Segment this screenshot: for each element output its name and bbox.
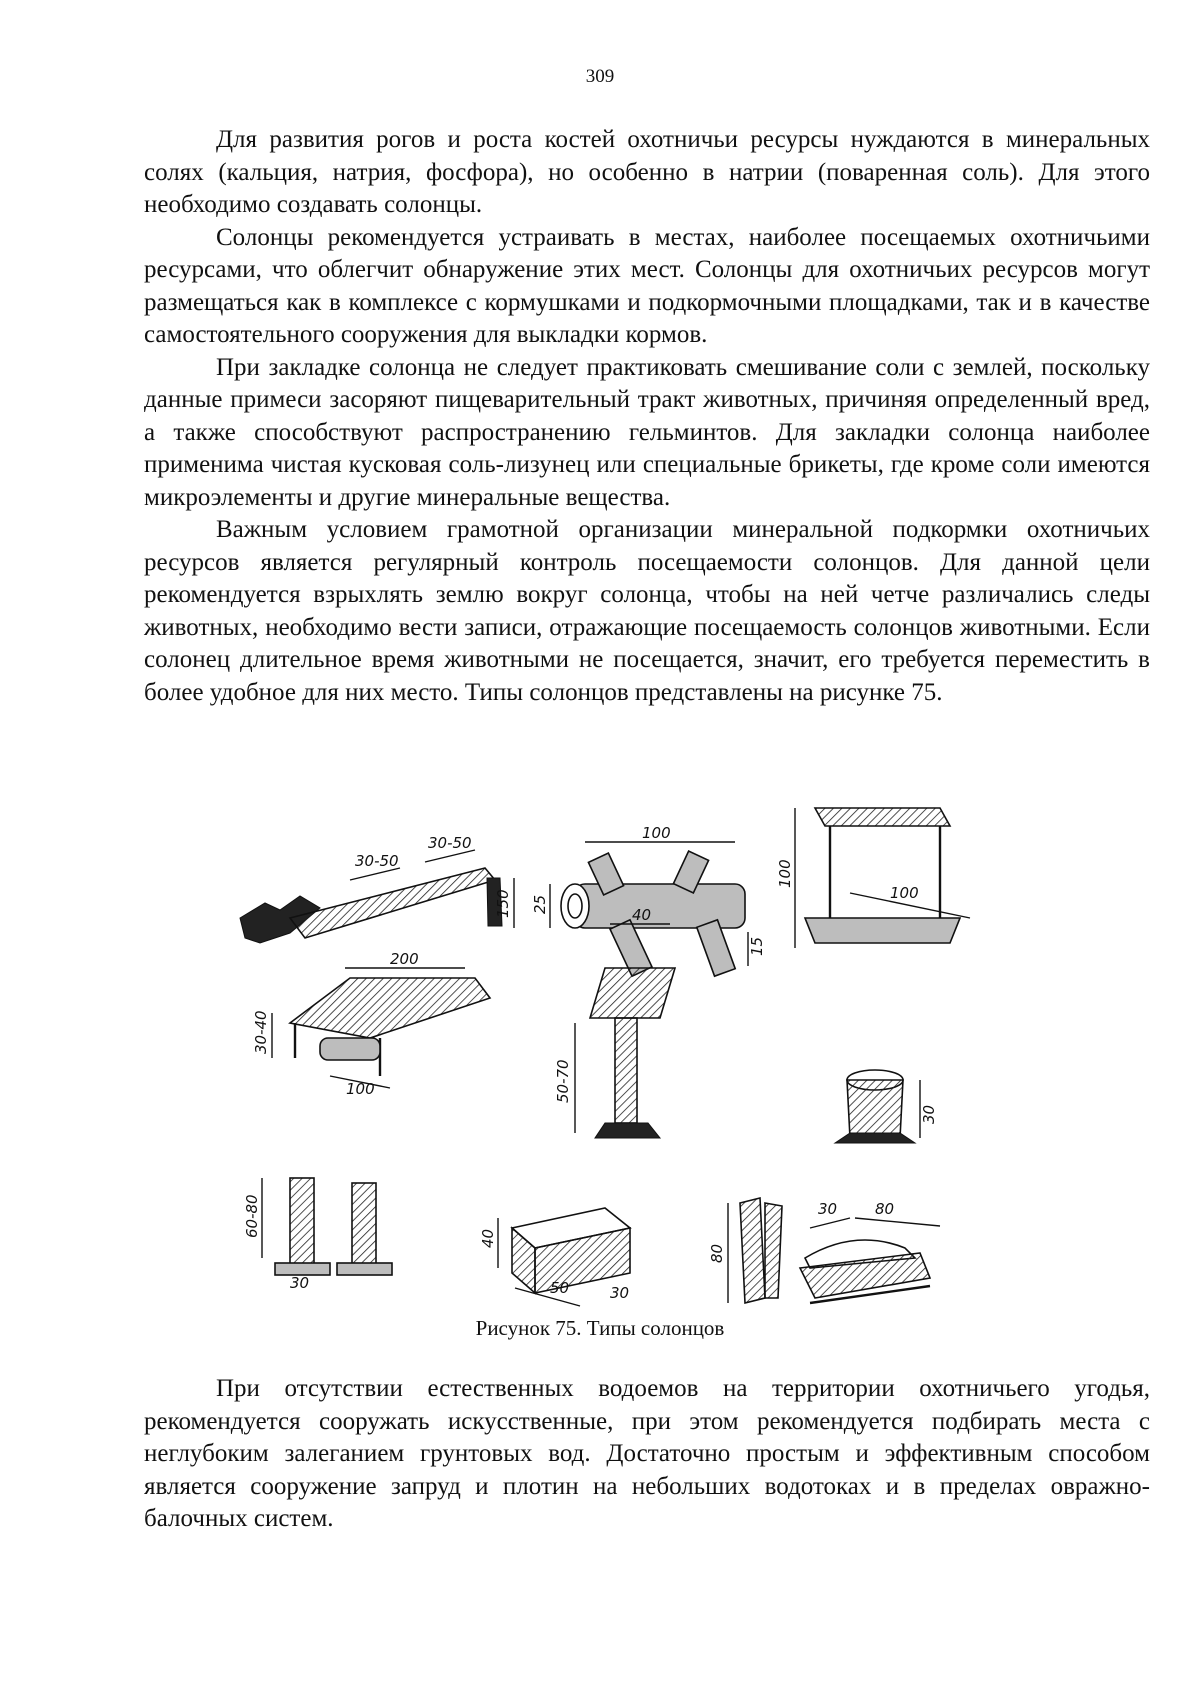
figure-caption: Рисунок 75. Типы солонцов: [475, 1316, 725, 1340]
pipe-base: [337, 1263, 392, 1275]
drawing-trunk-on-legs: [531, 824, 766, 976]
body-text-bottom: [144, 1373, 1150, 1536]
dim-label: 100: [776, 859, 794, 888]
dim-label: 100: [890, 884, 919, 902]
dim-label: 30: [290, 1274, 310, 1292]
drawing-covered-trough: [776, 808, 970, 948]
dim-label: 30-50: [428, 834, 472, 852]
drawing-stump: [835, 1070, 938, 1143]
dim-label: 80: [708, 1243, 726, 1263]
dim-label: 40: [632, 906, 652, 924]
salt-lick-drawings: [243, 824, 1060, 1318]
figure-salt-licks: [243, 824, 1060, 1318]
drawing-long-shelter: [252, 950, 490, 1098]
drawing-split-log: [708, 1198, 782, 1303]
dim-label: 50-70: [554, 1059, 572, 1103]
pipe: [290, 1178, 314, 1268]
dim-label: 30-50: [355, 852, 399, 870]
dim-label: 25: [531, 894, 549, 914]
dim-label: 40: [479, 1228, 497, 1248]
dim-label: 60-80: [243, 1194, 261, 1238]
shelter-roof: [290, 978, 490, 1038]
post-roots: [595, 1123, 660, 1138]
post: [615, 1018, 637, 1123]
split-log: [765, 1203, 782, 1298]
trough: [805, 918, 960, 943]
dim-line: [855, 1218, 940, 1226]
page-number: 309: [585, 66, 615, 87]
stump-roots: [835, 1133, 915, 1143]
dim-label: 200: [390, 950, 419, 968]
body-text-top: [144, 124, 1150, 709]
dim-label: 30-40: [252, 1010, 270, 1054]
tray: [590, 968, 675, 1018]
drawing-sled-feeder: [800, 1200, 940, 1303]
paragraph: Солонцы рекомендуется устраивать в местах, наиболее посещаемых охотничьими ресурсами, что облегчит обнаружение этих мест. Солонцы для охотничьих ресурсов могут размещаться как в комплексе с кормушками и подкормочными площадками, так и в качестве самостоятельного сооружения для выкладки кормов.: [144, 223, 1150, 348]
drawing-salt-box: [479, 1208, 630, 1306]
dim-label: 150: [494, 889, 512, 918]
dim-label: 30: [610, 1284, 630, 1302]
drawing-sloped-log: [240, 834, 514, 943]
drawing-pipe-licks: [243, 1178, 392, 1292]
paragraph: Важным условием грамотной организации минеральной подкормки охотничьих ресурсов является регулярный контроль посещаемости солонцов. Для данной цели рекомендуется взрыхлять землю вокруг солонца, чтобы на ней четче различались следы животных, необходимо вести записи, отражающие посещаемость солонцов животными. Если солонец длительное время животными не посещается, значит, его требуется переместить в более удобное для них место. Типы солонцов представлены на рисунке 75.: [144, 516, 1150, 706]
dim-label: 30: [818, 1200, 838, 1218]
dim-line: [810, 1218, 850, 1228]
trunk: [575, 884, 745, 928]
split-log: [740, 1198, 765, 1303]
salt-log: [320, 1038, 380, 1060]
dim-label: 100: [346, 1080, 375, 1098]
paragraph: При отсутствии естественных водоемов на территории охотничьего угодья, рекомендуется сооружать искусственные, при этом рекомендуется подбирать места с неглубоким залеганием грунтовых вод. Достаточно простым и эффективным способом является сооружение запруд и плотин на небольших водотоках и в пределах овражно-балочных систем.: [144, 1375, 1150, 1532]
paragraph: Для развития рогов и роста костей охотничьи ресурсы нуждаются в минеральных солях (кальция, натрия, фосфора), но особенно в натрии (поваренная соль). Для этого необходимо создавать солонцы.: [144, 126, 1150, 218]
drawing-tray-on-post: [554, 906, 675, 1138]
dim-label: 15: [748, 936, 766, 956]
dim-label: 100: [642, 824, 671, 842]
pipe: [352, 1183, 376, 1268]
trunk-rings: [568, 894, 582, 918]
paragraph: При закладке солонца не следует практиковать смешивание соли с землей, поскольку данные примеси засоряют пищеварительный тракт животных, причиняя определенный вред, а также способствуют распространению гельминтов. Для закладки солонца наиболее применима чистая кусковая соль-лизунец или специальные брикеты, где кроме соли имеются микроэлементы и другие минеральные вещества.: [144, 353, 1150, 511]
stump: [847, 1080, 903, 1138]
dim-label: 50: [550, 1279, 570, 1297]
dim-label: 30: [920, 1104, 938, 1124]
dim-label: 80: [875, 1200, 895, 1218]
sloped-log: [290, 868, 495, 938]
roof: [815, 808, 950, 826]
